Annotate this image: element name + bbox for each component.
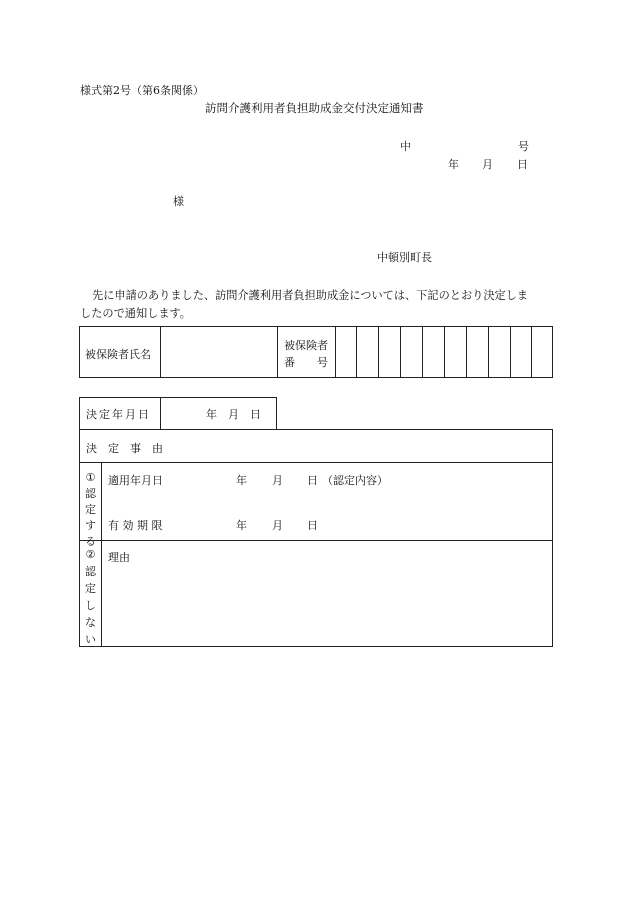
divider bbox=[79, 540, 553, 541]
digit-cell-divider bbox=[510, 326, 511, 378]
reference-suffix: 号 bbox=[518, 140, 529, 153]
approve-side-label bbox=[80, 470, 101, 550]
validity-month: 月 bbox=[272, 519, 283, 532]
applied-note: （認定内容） bbox=[322, 474, 388, 487]
approve-marker: ① bbox=[85, 471, 96, 484]
approve-char: す bbox=[85, 519, 96, 532]
approve-char: 定 bbox=[85, 503, 96, 516]
deny-reason-label: 理由 bbox=[108, 551, 130, 564]
approve-char: る bbox=[85, 535, 96, 548]
deny-side-label bbox=[80, 546, 101, 648]
validity-day: 日 bbox=[307, 519, 318, 532]
document-title: 訪問介護利用者負担助成金交付決定通知書 bbox=[205, 101, 424, 115]
divider bbox=[101, 462, 102, 647]
divider bbox=[277, 326, 278, 378]
validity-year: 年 bbox=[236, 519, 247, 532]
applied-date-label: 適用年月日 bbox=[108, 474, 163, 487]
deny-marker: ② bbox=[85, 548, 96, 561]
divider bbox=[160, 326, 161, 378]
deny-char: い bbox=[85, 633, 96, 646]
form-number: 様式第2号（第6条関係） bbox=[80, 84, 204, 97]
divider bbox=[335, 326, 336, 378]
validity-label: 有 効 期 限 bbox=[108, 519, 163, 532]
decision-date-value: 年 月 日 bbox=[206, 408, 261, 421]
body-text-line1: 先に申請のありました、訪問介護利用者負担助成金については、下記のとおり決定しま bbox=[92, 289, 529, 302]
date-month: 月 bbox=[482, 158, 493, 171]
digit-cell-divider bbox=[531, 326, 532, 378]
issuer: 中頓別町長 bbox=[377, 251, 432, 264]
addressee-suffix: 様 bbox=[173, 195, 184, 208]
insured-number-label-line1: 被保険者 bbox=[284, 339, 328, 352]
decision-date-label: 決定年月日 bbox=[86, 408, 151, 421]
approve-char: 認 bbox=[85, 487, 96, 500]
deny-char: な bbox=[85, 616, 96, 629]
date-year: 年 bbox=[448, 158, 459, 171]
digit-cell-divider bbox=[378, 326, 379, 378]
deny-char: し bbox=[85, 599, 96, 612]
divider bbox=[160, 397, 161, 430]
applied-month: 月 bbox=[272, 474, 283, 487]
insured-number-label-line2: 番 号 bbox=[284, 356, 328, 369]
deny-char: 認 bbox=[85, 565, 96, 578]
insured-name-label: 被保険者氏名 bbox=[85, 348, 151, 361]
digit-cell-divider bbox=[444, 326, 445, 378]
reference-prefix: 中 bbox=[400, 140, 411, 153]
digit-cell-divider bbox=[466, 326, 467, 378]
digit-cell-divider bbox=[422, 326, 423, 378]
applied-year: 年 bbox=[236, 474, 247, 487]
digit-cell-divider bbox=[488, 326, 489, 378]
deny-char: 定 bbox=[85, 582, 96, 595]
digit-cell-divider bbox=[356, 326, 357, 378]
body-text-line2: したので通知します。 bbox=[80, 307, 191, 320]
date-day: 日 bbox=[517, 158, 528, 171]
digit-cell-divider bbox=[400, 326, 401, 378]
applied-day: 日 bbox=[307, 474, 318, 487]
divider bbox=[79, 462, 553, 463]
reason-header: 決 定 事 由 bbox=[86, 442, 163, 455]
